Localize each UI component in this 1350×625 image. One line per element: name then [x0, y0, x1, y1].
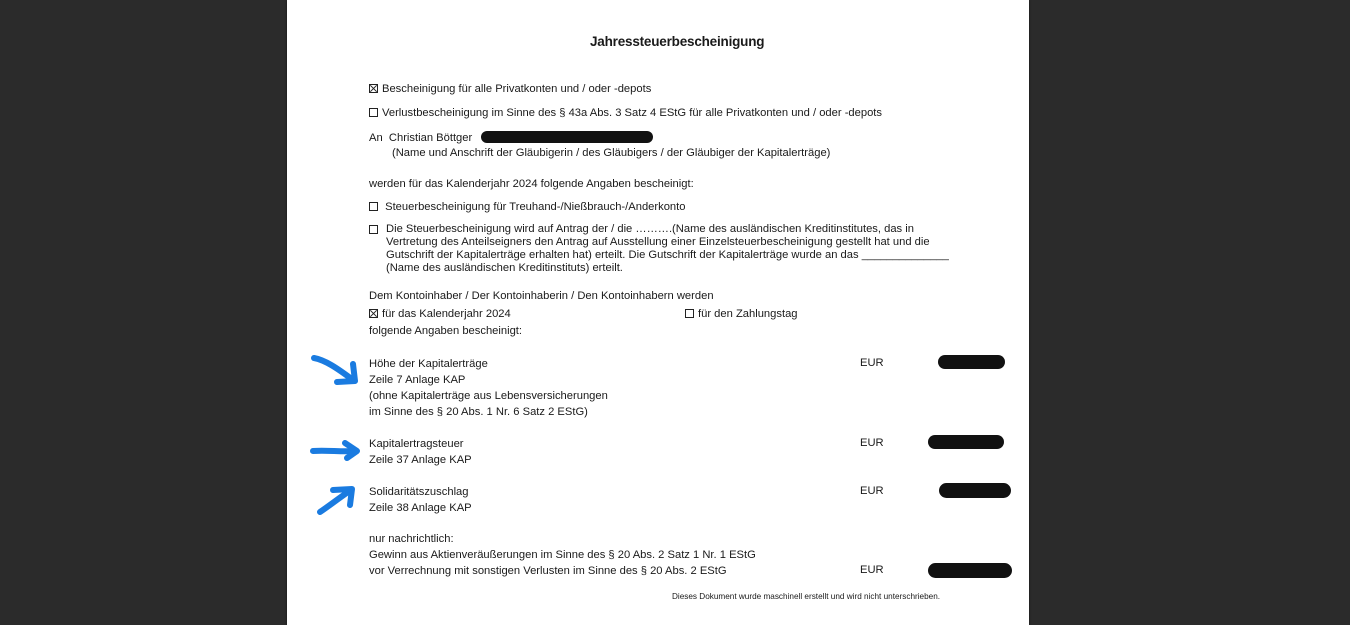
- currency-label: EUR: [860, 437, 884, 449]
- recipient-note: (Name und Anschrift der Gläubigerin / des Gläubigers / der Gläubiger der Kapitalerträge): [392, 147, 831, 159]
- document-title: Jahressteuerbescheinigung: [590, 34, 765, 49]
- currency-label: EUR: [860, 564, 884, 576]
- redaction-value: [939, 483, 1011, 498]
- redaction-value: [928, 563, 1012, 578]
- arrow-right-icon: [309, 438, 363, 462]
- option-calendar-year: für das Kalenderjahr 2024: [369, 307, 511, 321]
- item-capital-gains-tax: Kapitalertragsteuer Zeile 37 Anlage KAP: [369, 438, 472, 466]
- recipient-name: Christian Böttger: [388, 132, 473, 144]
- checkbox-trust-account: Steuerbescheinigung für Treuhand-/Nießbrauch-/Anderkonto: [369, 200, 686, 214]
- checkbox-all-accounts: Bescheinigung für alle Privatkonten und / oder -depots: [369, 82, 651, 96]
- foreign-bank-text: Die Steuerbescheinigung wird auf Antrag der / die ……….(Name des ausländischen Kreditinstitutes, das in Vertretung des Anteilseigners den Antrag auf Ausstellung einer Einzelsteuerbescheinigung gestellt hat und die Gutschrift der Kapitalerträge erhalten hat) erteilt. Die Gutschrift der Kapitalerträge wurde an das ______________ (Name des ausländischen Kreditinstituts) erteilt.: [386, 223, 949, 274]
- checkbox-empty-icon: [369, 202, 378, 211]
- checkbox-checked-icon: [369, 309, 378, 318]
- footer-note: Dieses Dokument wurde maschinell erstellt und wird nicht unterschrieben.: [672, 592, 941, 601]
- checkbox-empty-icon: [369, 108, 378, 117]
- document-page: [287, 0, 1029, 625]
- checkbox-foreign-bank: [369, 223, 382, 237]
- recipient-line: An Christian Böttger: [369, 132, 473, 144]
- currency-label: EUR: [860, 357, 884, 369]
- checkbox-empty-icon: [369, 225, 378, 234]
- item-capital-income: Höhe der Kapitalerträge Zeile 7 Anlage KAP (ohne Kapitalerträge aus Lebensversicherungen im Sinne des § 20 Abs. 1 Nr. 6 Satz 2 EStG): [369, 358, 608, 418]
- currency-label: EUR: [860, 485, 884, 497]
- checkbox-empty-icon: [685, 309, 694, 318]
- item-solidarity-surcharge: Solidaritätszuschlag Zeile 38 Anlage KAP: [369, 486, 472, 514]
- checkbox-checked-icon: [369, 84, 378, 93]
- arrow-down-right-icon: [309, 352, 361, 386]
- informational-section: nur nachrichtlich: Gewinn aus Aktienveräußerungen im Sinne des § 20 Abs. 2 Satz 1 Nr. 1 EStG vor Verrechnung mit sonstigen Verlusten im Sinne des § 20 Abs. 2 EStG: [369, 533, 756, 577]
- option-payment-day: für den Zahlungstag: [685, 307, 798, 321]
- holder-line-3: folgende Angaben bescheinigt:: [369, 325, 523, 337]
- redaction-value: [928, 435, 1004, 449]
- arrow-up-right-icon: [315, 484, 359, 518]
- holder-line: Dem Kontoinhaber / Der Kontoinhaberin / Den Kontoinhabern werden: [369, 290, 714, 302]
- redaction-address: [481, 131, 653, 143]
- intro-text: werden für das Kalenderjahr 2024 folgende Angaben bescheinigt:: [369, 178, 694, 190]
- checkbox-loss-certificate: Verlustbescheinigung im Sinne des § 43a Abs. 3 Satz 4 EStG für alle Privatkonten und / oder -depots: [369, 106, 882, 120]
- redaction-value: [938, 355, 1005, 369]
